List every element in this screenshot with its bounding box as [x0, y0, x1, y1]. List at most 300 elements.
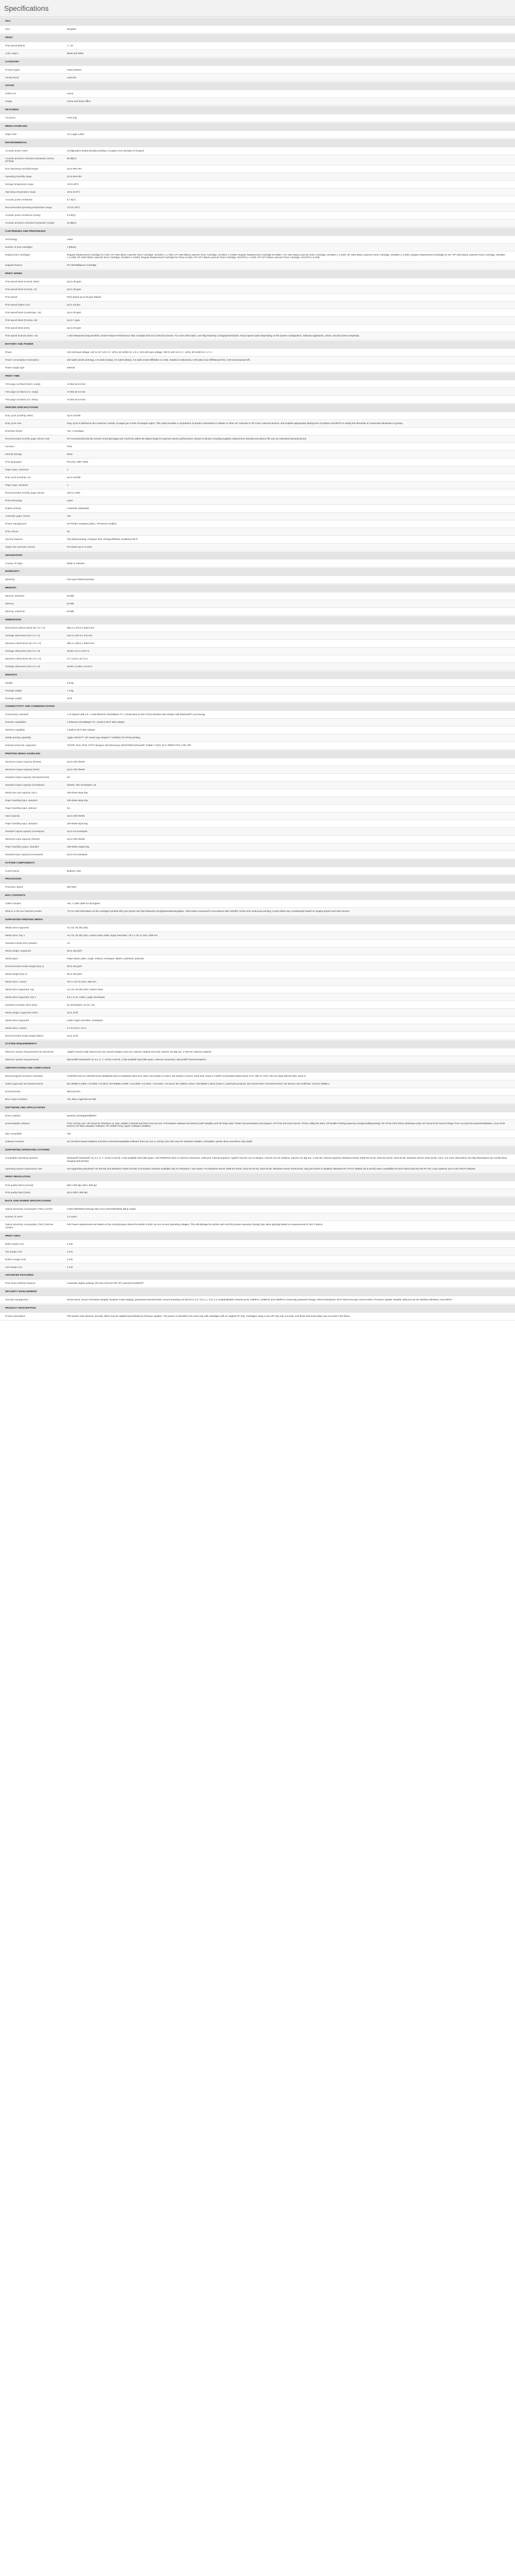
spec-row	[0, 726, 515, 734]
spec-label: Electromagnetic Emission Standard	[5, 1075, 43, 1078]
spec-row	[0, 663, 515, 671]
spec-row	[0, 364, 515, 372]
spec-row	[0, 1213, 515, 1221]
spec-label: Wireless capability	[5, 728, 25, 732]
spec-value: 1 ISO Measured using ISO/IEC 24734 Feature Performance Test; excludes first set of test documents. For more information, see http://www.hp.com/go/printerclaims. Exact speed varies depending on the system configuration, software application, driver, and document complexity.	[67, 334, 360, 337]
spec-value: 420 watts (active printing), 2.8 watts (ready), 0.5 watts (sleep), 0.5 watts (Auto-Off/Wake on USB, enabled at shipment), 0.05 watt (Auto-Off/Manual-On), 0.05 watt (manual off)	[67, 358, 250, 361]
spec-value: W1Q06A	[67, 28, 77, 31]
spec-value: 17.5 to 25°C	[67, 206, 80, 209]
spec-row	[0, 1280, 515, 1287]
spec-row	[0, 536, 515, 544]
spec-value: Yes, 1 envelope	[67, 430, 84, 433]
section-header: CATEGORY	[0, 58, 515, 66]
spec-value: 4 mm	[67, 1250, 73, 1253]
spec-label: Memory, maximum	[5, 610, 25, 613]
spec-row	[0, 1206, 515, 1213]
spec-row	[0, 528, 515, 536]
spec-value: 5.6 kg	[67, 681, 74, 684]
spec-label: Print smart software features	[5, 1282, 36, 1285]
spec-row	[0, 812, 515, 820]
spec-label: Paper Size	[5, 133, 17, 135]
spec-value: 15 dB(A)	[67, 222, 77, 225]
spec-label: First page out black (A4, sleep)	[5, 398, 38, 401]
spec-value: IEC 60950-1:2005 +A1:2009 +A2:2013 / EN 60950-1:2006 +A11:2009 +A1:2010 +A12:2011 +A2:2013; IEC 60825-1:2014 / EN 60825-1:2014 (Class 1 Laser/LED product); IEC 62479:2010 / EN 62479:2010; GS license; CB certificate; CSA/UL 60950-1	[67, 1082, 330, 1086]
spec-value: 100-sheet output tray	[67, 845, 90, 848]
section-header: ENVIRONMENTAL	[0, 139, 515, 147]
spec-label: Print quality black (normal)	[5, 1183, 33, 1187]
spec-row	[0, 1138, 515, 1146]
spec-value: Up to 18 ipm	[67, 303, 81, 307]
spec-row	[0, 1048, 515, 1056]
spec-value: A4; A5; A6; B5 (JIS)	[67, 926, 88, 929]
spec-value: 355.4 x 279.3 x 205.0 mm	[67, 626, 95, 629]
spec-value: 10 to 80% RH	[67, 175, 82, 178]
spec-section-system-components	[0, 859, 515, 875]
spec-value: LaserJet	[67, 76, 76, 79]
spec-row	[0, 963, 515, 971]
spec-row	[0, 742, 515, 750]
spec-section-environmental	[0, 139, 515, 227]
spec-row	[0, 766, 515, 774]
spec-value: Laser	[67, 238, 73, 241]
spec-label: Mac compatible	[5, 1132, 22, 1136]
spec-row	[0, 1256, 515, 1263]
spec-label: Standard envelope sizes (tray)	[5, 1003, 38, 1006]
section-header: CONNECTIVITY AND COMMUNICATIONS	[0, 702, 515, 711]
section-header: SECURITY MANAGEMENT	[0, 1287, 515, 1296]
spec-value: A4; A5; A6; B5 (JIS); custom sizes	[67, 988, 103, 991]
spec-value: 76.2 x 127 to 216 x 356 mm	[67, 980, 96, 983]
spec-label: Recommended media weight (letter)	[5, 1034, 44, 1037]
spec-row	[0, 1032, 515, 1040]
spec-label: Print speed black (Landscape, A5)	[5, 311, 41, 314]
spec-row	[0, 576, 515, 584]
spec-row	[0, 1009, 515, 1016]
spec-value: 1 Ethernet 10/100Base-TX; 1 built-in Wi-Fi 802.11b/g/n	[67, 721, 125, 724]
spec-value: 150-sheet input tray	[67, 791, 88, 794]
spec-row	[0, 640, 515, 648]
spec-label: Maximum dimensions (W x D x H)	[5, 641, 41, 645]
spec-section-printer-specifications	[0, 403, 515, 551]
spec-value: Up to 20 ppm	[67, 311, 81, 314]
section-header: DIMENSIONS	[0, 616, 515, 624]
spec-label: Operating humidity range	[5, 175, 32, 178]
spec-row	[0, 294, 515, 301]
spec-label: Color output	[5, 52, 19, 55]
spec-row	[0, 1016, 515, 1024]
spec-value: Paper (laser, plain, rough, vellum); envelopes; labels; cardstock; postcard	[67, 957, 144, 960]
spec-value: 16.58 x 11.6 x 8.07 in	[67, 649, 90, 652]
spec-label: Maximum dimensions (W x D x H)	[5, 657, 41, 660]
spec-value: Black and white	[67, 52, 84, 55]
spec-value: Microsoft® Windows® 10, 8.1, 8, 7: 32-bit or 64-bit, 2 GB available hard disk space, Internet connection, Microsoft® Internet Explorer.	[67, 1058, 207, 1061]
section-header: BATTERY AND POWER	[0, 340, 515, 349]
spec-label: Network capabilities	[5, 721, 26, 724]
spec-label: Media sizes, custom	[5, 980, 27, 983]
spec-value: NA	[67, 806, 71, 809]
spec-section-print-area	[0, 1232, 515, 1272]
spec-label: Print speed (black)	[5, 44, 25, 47]
spec-value: 355.4 x 453.2 x 205.0 mm	[67, 641, 95, 645]
spec-value: Up to 100 sheets	[67, 768, 85, 771]
spec-row	[0, 131, 515, 139]
spec-label: Standard output capacity (envelopes)	[5, 784, 45, 786]
spec-label: Target user and print volume	[5, 545, 36, 548]
spec-row	[0, 687, 515, 694]
spec-label: Left margin (A4)	[5, 1265, 22, 1268]
section-header: SOFTWARE AND APPLICATIONS	[0, 1104, 515, 1112]
spec-value: 8.5 x 14 in; Letter; Legal; Envelopes	[67, 995, 105, 998]
spec-value: 60 to 163 g/m²	[67, 949, 82, 952]
spec-row	[0, 380, 515, 388]
spec-value: Apple® macOS High Sierra (v10.13); macOS Mojave (v10.14); macOS Catalina (v10.15); macOS v11 Big Sur; 2 GB HD; Internet required	[67, 1050, 212, 1054]
spec-label: Paper handling input, optional	[5, 806, 37, 809]
spec-row	[0, 147, 515, 155]
spec-label: Country of origin	[5, 562, 23, 565]
spec-label: Top key features	[5, 537, 23, 540]
spec-label: Standard output capacity (envelopes)	[5, 829, 45, 833]
spec-row	[0, 196, 515, 204]
spec-value: 17 x 13.9 x 10.71 in	[67, 657, 88, 660]
spec-row	[0, 544, 515, 551]
spec-row	[0, 908, 515, 916]
spec-row	[0, 451, 515, 459]
spec-label: Package weight	[5, 697, 22, 700]
spec-value: Automatic (standard)	[67, 506, 89, 510]
spec-section-print	[0, 33, 515, 58]
spec-label: Driver updates	[5, 1114, 21, 1117]
spec-value: A4; Legal; Letter	[67, 133, 84, 135]
spec-label: Acoustic power emissions (ready)	[5, 214, 41, 217]
spec-row	[0, 155, 515, 166]
spec-label: Software included	[5, 1140, 24, 1143]
spec-section-dimensions	[0, 616, 515, 671]
spec-value: Up to 10,000	[67, 476, 81, 479]
spec-value: As fast as 6.3 sec	[67, 390, 86, 393]
spec-label: SKU	[5, 28, 10, 31]
spec-value: DL (Envelope); 10 (no. 10)	[67, 1003, 95, 1006]
spec-row	[0, 42, 515, 50]
spec-row	[0, 309, 515, 317]
spec-value: 64 MB	[67, 595, 74, 598]
spec-row	[0, 608, 515, 616]
spec-section-processor	[0, 875, 515, 891]
spec-section-printing-media-handling	[0, 750, 515, 858]
spec-value: 1 built-in Wi-Fi 802.11b/g/n	[67, 728, 95, 732]
spec-label: Package dimensions (W x D x H)	[5, 649, 40, 652]
spec-label: Cable included	[5, 902, 21, 905]
spec-label: Top margin (A4)	[5, 1250, 22, 1253]
spec-row	[0, 932, 515, 940]
spec-value: Yes, Blue Angel DE-UZ 205	[67, 1098, 96, 1100]
spec-section-print-resolution	[0, 1173, 515, 1197]
spec-value: HP JetIntelligence Cartridge	[67, 264, 97, 267]
spec-value: 15 to 32.5°C	[67, 191, 80, 194]
spec-label: Duplex printing	[5, 506, 21, 510]
spec-label: Maximum output capacity (sheets)	[5, 760, 41, 764]
spec-row	[0, 325, 515, 332]
spec-row	[0, 443, 515, 451]
spec-value: 1	[67, 484, 68, 487]
spec-section-weights	[0, 671, 515, 703]
spec-value: Duty cycle is defined as the maximum number of pages per month of imaged output. This value provides a comparison of product robustness in relation to other HP LaserJet or HP Color LaserJet devices, and enables appropriate deployment of printers and MFPs to satisfy the demands of connected individuals or groups.	[67, 422, 403, 425]
spec-row	[0, 1024, 515, 1032]
spec-value: No CD-drive based installers and Drive Card Downloadable Software from hp.com or 123.hp.com; WIA and HP Software Installer; Uninstaller; printer driver and driver-only install	[67, 1140, 252, 1143]
spec-label: Print speed black (normal, A4)	[5, 288, 37, 291]
spec-value: Sheets: 100; Envelopes: 10	[67, 784, 96, 786]
spec-value: No	[67, 530, 70, 533]
spec-value: 7.2 kg	[67, 689, 74, 692]
spec-section-category	[0, 58, 515, 82]
spec-row	[0, 694, 515, 702]
spec-value: Print speed up to 20 ppm (black)	[67, 296, 101, 299]
spec-section-supported-printing-media	[0, 916, 515, 1040]
spec-row	[0, 758, 515, 766]
section-header: ADVANCED FEATURES	[0, 1271, 515, 1280]
spec-value: www.hp.com/support/ljM207	[67, 1114, 97, 1117]
spec-value: Internal	[67, 366, 75, 369]
spec-value: Laser printers	[67, 68, 82, 71]
spec-label: Maximum output capacity (letter)	[5, 768, 40, 771]
spec-section-features	[0, 106, 515, 122]
spec-section-battery-and-power	[0, 340, 515, 372]
spec-row	[0, 50, 515, 58]
spec-row	[0, 459, 515, 466]
spec-label: First page out black (letter, ready)	[5, 382, 41, 385]
section-header: FEATURES	[0, 106, 515, 114]
spec-value: *1) For sold information on the cartridge included with your printer see http://www.hp.com/go/learnaboutsupplies. Yield values measured in accordance with ISO/IEC 19752 and continuous printing. Actual yields vary considerably based on images printed and other factors.	[67, 910, 350, 913]
spec-row	[0, 592, 515, 600]
spec-label: Power Consumption Description	[5, 358, 39, 361]
spec-section-usage	[0, 81, 515, 106]
spec-label: Package dimensions (W x D x H)	[5, 665, 40, 668]
spec-row	[0, 971, 515, 978]
spec-value: 64 MB	[67, 602, 74, 605]
spec-label: Print languages	[5, 461, 22, 464]
spec-value: Up to 20 ppm	[67, 327, 81, 330]
spec-label: Product types	[5, 68, 20, 71]
spec-row	[0, 560, 515, 567]
spec-value: Up to 20 ppm	[67, 280, 81, 283]
section-header: PRINTING MEDIA HANDLING	[0, 750, 515, 758]
spec-section-supported-operating-systems	[0, 1146, 515, 1173]
spec-value: -20 to 60°C	[67, 183, 79, 186]
spec-label: Downloadable software	[5, 1122, 30, 1125]
spec-label: Minimum System Requirements for Macintosh	[5, 1050, 54, 1054]
spec-row	[0, 98, 515, 106]
spec-label: Technology	[5, 238, 18, 241]
spec-label: What is in the box footnote number	[5, 910, 42, 913]
spec-row	[0, 482, 515, 489]
spec-label: Paper handling output, standard	[5, 845, 39, 848]
spec-section-box-contents	[0, 891, 515, 916]
spec-row	[0, 851, 515, 859]
spec-row	[0, 332, 515, 340]
spec-value: Up to 10,000	[67, 414, 81, 417]
spec-value: 500 MHz	[67, 886, 77, 889]
spec-row	[0, 114, 515, 122]
spec-value: 15 lb	[67, 697, 72, 700]
spec-value: From 123.hp.com: HP Smart for Windows 10, Mac, Mobile (Android and iOS) From hp.com: Full solution software and drivers (with installer) and HP Easy Start; Printer Documentation and Support. HP Print and Scan Doctor; Printer Utility (for Mac): HP Mobile Printing (www.hp.com/go/mobileprinting); HP ePrint Print Driver (Windows only); HP Smart Print Service Plugin From my print-the-printer/installation; Linux Print Drivers; HP Web Jetadmin Software: HP SNMP Proxy Agent; Software installers	[67, 1122, 505, 1128]
section-header: PRINT SPEED	[0, 269, 515, 278]
spec-label: Input capacity	[5, 814, 20, 817]
spec-value: Up to 100 sheets	[67, 760, 85, 764]
spec-label: Blue Angel compliant	[5, 1098, 27, 1100]
spec-label: Print technology	[5, 499, 22, 502]
section-header: GEOGRAPHIC	[0, 551, 515, 560]
spec-value: 50 dB(A)	[67, 157, 77, 160]
spec-row	[0, 66, 515, 74]
spec-label: Standard output capacity (transparencies)	[5, 776, 49, 779]
spec-row	[0, 90, 515, 98]
spec-label: Paper handling input, standard	[5, 822, 38, 825]
spec-value: Yes, 1 USB cable for all regions	[67, 902, 100, 905]
section-header: WEIGHTS	[0, 671, 515, 680]
spec-row	[0, 1080, 515, 1088]
spec-value: 422.2 x 327.6 x 272 mm	[67, 634, 93, 637]
spec-value: A4	[67, 941, 70, 944]
spec-label: Supplies feature	[5, 264, 23, 267]
spec-value: 16 to 43 lb	[67, 1034, 78, 1037]
spec-label: Minimum System Requirements	[5, 1058, 39, 1061]
spec-value: 1-3 users	[67, 1215, 77, 1218]
spec-row	[0, 1155, 515, 1165]
spec-label: Acoustic power notes	[5, 149, 28, 152]
spec-row	[0, 884, 515, 891]
spec-value: 600 x 600 dpi, 600 x 600 dpi	[67, 1183, 97, 1187]
spec-section-cartridges-and-printheads	[0, 227, 515, 269]
spec-label: Paper trays, standard	[5, 484, 28, 487]
spec-value: None	[67, 453, 73, 456]
spec-value: For teams up to 3 users	[67, 545, 92, 548]
spec-label: Print speed footnote (letter, A4)	[5, 334, 38, 337]
spec-label: Weight	[5, 681, 13, 684]
spec-section-certifications-and-compliance	[0, 1064, 515, 1104]
spec-label: Media weight, supported (ADF)	[5, 1011, 38, 1014]
spec-label: Compatible Operating Systems	[5, 1157, 38, 1160]
spec-label: Security management	[5, 1298, 28, 1301]
spec-row	[0, 244, 515, 251]
spec-row	[0, 489, 515, 497]
spec-row	[0, 655, 515, 663]
spec-row	[0, 286, 515, 294]
spec-value: 16 to 43 lb	[67, 1011, 78, 1014]
spec-row	[0, 1096, 515, 1104]
spec-label: Environmental	[5, 1090, 21, 1093]
spec-label: Paper handling input, standard	[5, 799, 38, 802]
spec-row	[0, 173, 515, 181]
spec-row	[0, 420, 515, 428]
spec-row	[0, 435, 515, 443]
spec-label: Package dimensions (W x D x H)	[5, 634, 40, 637]
spec-value: 4 mm	[67, 1242, 73, 1245]
spec-label: Replacement cartridges	[5, 253, 30, 256]
spec-label: Recommended monthly page volume	[5, 492, 45, 495]
spec-row	[0, 940, 515, 947]
spec-value: NA	[67, 776, 71, 779]
spec-value: Regular Replacement Cartridge for CHN: HP 149A Black LaserJet Toner Cartridge, W1490A (~1,700); HP 149X Black LaserJet Toner Cartridge, W1490X (~3,500); Regular Replacement Cartridge for EMEA: HP 135A Black LaserJet Toner Cartridge, W1350A (~1,100); HP 135X Black LaserJet Toner Cartridge, W1350X (~2,400); Regular Replacement Cartridge for NA: HP 136A Black LaserJet Toner Cartridge, W1360A (~1,150); HP 136X Black LaserJet Toner Cartridge, W1360X (~2,600); Regular Replacement Cartridge for China & India: HP 137A Black LaserJet Toner Cartridge, W1370A (~1,100); HP 137X Black LaserJet Toner Cartridge, W1370X (~2,400)	[67, 253, 505, 259]
spec-row	[0, 843, 515, 851]
spec-label: Print speed duplex (A4)	[5, 303, 30, 307]
spec-row	[0, 1221, 515, 1232]
spec-label: Network protocols, supported	[5, 744, 36, 747]
spec-row	[0, 924, 515, 932]
spec-label: Recommended media weight (tray 1)	[5, 964, 44, 968]
spec-section-warranty	[0, 567, 515, 584]
spec-label: Media sizes supported	[5, 926, 29, 929]
section-header: SYSTEM COMPONENTS	[0, 859, 515, 868]
section-header: MEDIA HANDLING	[0, 122, 515, 131]
spec-row	[0, 774, 515, 782]
spec-value: Configuration tested (simplex printing, A4 paper at an average of 20 ppm)	[67, 149, 144, 152]
spec-value: PCLmS; URF; PWG	[67, 461, 89, 464]
spec-value: Up to 600 x 600 dpi	[67, 1191, 88, 1194]
spec-section-software-and-applications	[0, 1104, 515, 1146]
spec-label: Printer management	[5, 522, 27, 525]
spec-value: As fast as 6.3 sec	[67, 382, 86, 385]
spec-row	[0, 1296, 515, 1304]
spec-value: Buttons; LED	[67, 869, 81, 872]
spec-label: Number of print cartridges	[5, 245, 33, 248]
spec-row	[0, 513, 515, 520]
spec-label: Typical electricity consumption (TEC) number	[5, 1208, 53, 1211]
spec-row	[0, 474, 515, 482]
spec-value: 110-volt input voltage: 110 to 127 VAC (+/- 10%), 60 Hz/50 Hz, 4.6 A; 220-volt input voltage: 220 to 240 VAC (+/- 10%), 60 Hz/50 Hz, 2.7 A	[67, 350, 212, 353]
spec-label: Print speed	[5, 296, 18, 299]
spec-value: 1 Hi-Speed USB 2.0; 1 Fast Ethernet 10/100Base-TX; 1 Dual-band (2.4/5.0 GHz) Wireless 802.11b/g/n with Bluetooth® Low Energy	[67, 713, 205, 716]
spec-value: 4 mm	[67, 1265, 73, 1268]
spec-row	[0, 466, 515, 474]
spec-value: Two-sided printing; Compact Size; Energy-Efficient; Dualband Wi-Fi	[67, 537, 138, 540]
spec-value: TCP/IP; IPv4; IPv6; HTTP; Bonjour; WS-Discovery; BOOTP/DHCP/AutoIP; SNMP v 1/2/3; SLP; PRINT PPS; LPD; IPP	[67, 744, 192, 747]
spec-row	[0, 1130, 515, 1138]
spec-row	[0, 836, 515, 843]
spec-value: Home and home office	[67, 100, 91, 103]
spec-label: Media sizes, tray 1	[5, 934, 25, 937]
spec-label: Print speed black (Portrait, A5)	[5, 319, 38, 322]
spec-label: Safety Approvals and Requirements	[5, 1082, 43, 1086]
spec-row	[0, 301, 515, 309]
spec-row	[0, 797, 515, 805]
spec-row	[0, 396, 515, 403]
spec-label: Typical electricity consumption (TEC) footnote number	[5, 1223, 54, 1229]
spec-row	[0, 497, 515, 505]
spec-value: 150-sheet input tray	[67, 822, 88, 825]
spec-row	[0, 978, 515, 986]
spec-value: Mercury-free	[67, 1090, 81, 1093]
section-header: PRODUCT DESCRIPTION	[0, 1304, 515, 1313]
spec-label: Connectivity, standard	[5, 713, 29, 716]
spec-value: A4; A5; A6; B5 (JIS); custom sizes; letter; legal; executive; 76.2 x 127 to 216 x 356 mm	[67, 934, 158, 937]
spec-row	[0, 212, 515, 219]
spec-label: Function	[5, 445, 14, 448]
spec-row	[0, 789, 515, 797]
spec-label: Non-Operating Humidity Range	[5, 167, 39, 171]
spec-value: 6.7 B(A)	[67, 198, 76, 201]
spec-row	[0, 388, 515, 396]
spec-label: Power supply type	[5, 366, 25, 369]
spec-section-print-time	[0, 372, 515, 404]
spec-row	[0, 632, 515, 640]
spec-row	[0, 1248, 515, 1256]
spec-label: Duty cycle (monthly, A4)	[5, 476, 31, 479]
spec-value: 0.254 kWh/Week (Energy Star 3.0) 0.249 kWh/Week (Blue Angel)	[67, 1208, 136, 1211]
section-header: BOX CONTENTS	[0, 891, 515, 900]
spec-section-product-description	[0, 1304, 515, 1320]
spec-row	[0, 1165, 515, 1173]
spec-row	[0, 1313, 515, 1320]
spec-label: Control panel	[5, 869, 20, 872]
